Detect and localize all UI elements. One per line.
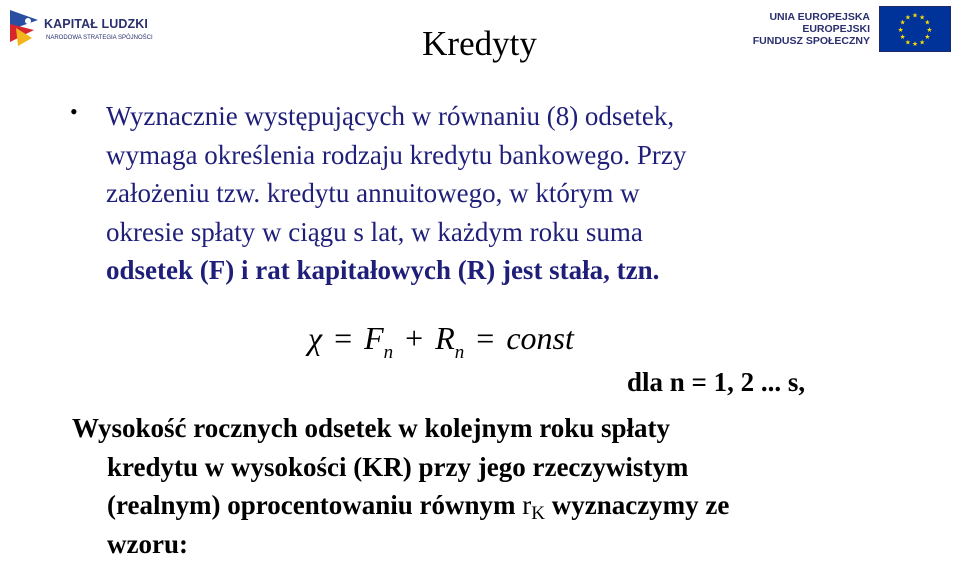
bullet-line-1: Wyznacznie występujących w równaniu (8) odsetek,	[106, 97, 866, 136]
para-line-4: wzoru:	[72, 525, 922, 563]
svg-text:★: ★	[900, 19, 906, 27]
eu-line-3: FUNDUSZ SPOŁECZNY	[753, 35, 870, 47]
kapital-ludzki-name: KAPITAŁ LUDZKI	[44, 17, 148, 31]
svg-text:★: ★	[924, 19, 930, 27]
bullet-line-5: odsetek (F) i rat kapitałowych (R) jest stała, tzn.	[106, 251, 866, 290]
formula-plus: +	[405, 320, 423, 356]
eu-line-2: EUROPEJSKI	[753, 23, 870, 35]
bullet-paragraph	[106, 97, 866, 290]
svg-text:★: ★	[912, 12, 918, 20]
svg-text:★: ★	[900, 33, 906, 41]
svg-text:★: ★	[905, 13, 911, 21]
para-line-2: kredytu w wysokości (KR) przy jego rzeczywistym	[72, 448, 922, 487]
formula-F-subscript: n	[384, 342, 394, 363]
bullet-line-4: okresie spłaty w ciągu s lat, w każdym roku suma	[106, 213, 866, 252]
para-line-3-after: wyznaczymy ze	[545, 490, 729, 520]
para-line-1: Wysokość rocznych odsetek w kolejnym roku spłaty	[72, 409, 922, 448]
rate-subscript: K	[531, 503, 545, 524]
svg-text:★: ★	[924, 33, 930, 41]
body-paragraph	[72, 409, 922, 563]
svg-text:★: ★	[919, 38, 925, 46]
formula	[308, 318, 574, 358]
formula-F: F	[364, 320, 384, 356]
bullet-line-2: wymaga określenia rodzaju kredytu bankowego. Przy	[106, 136, 866, 175]
kapital-ludzki-subtitle: NARODOWA STRATEGIA SPÓJNOŚCI	[46, 35, 153, 41]
formula-chi: χ	[308, 320, 322, 356]
svg-text:★: ★	[905, 38, 911, 46]
rate-symbol: r	[522, 490, 531, 520]
para-line-3	[72, 486, 922, 525]
formula-equals-2: =	[476, 320, 494, 356]
svg-text:★: ★	[919, 13, 925, 21]
formula-R: R	[435, 320, 455, 356]
formula-R-subscript: n	[455, 342, 465, 363]
svg-text:★: ★	[926, 26, 932, 34]
formula-equals-1: =	[334, 320, 352, 356]
formula-condition: dla n = 1, 2 ... s,	[627, 364, 805, 400]
bullet-line-3: założeniu tzw. kredytu annuitowego, w którym w	[106, 174, 866, 213]
para-line-3-before: (realnym) oprocentowaniu równym	[107, 490, 522, 520]
svg-text:★: ★	[912, 40, 918, 48]
bullet-dot: •	[70, 100, 78, 124]
eu-line-1: UNIA EUROPEJSKA	[753, 11, 870, 23]
svg-text:★: ★	[898, 26, 904, 34]
slide-title: Kredyty	[0, 22, 959, 66]
formula-rhs: const	[506, 320, 574, 356]
